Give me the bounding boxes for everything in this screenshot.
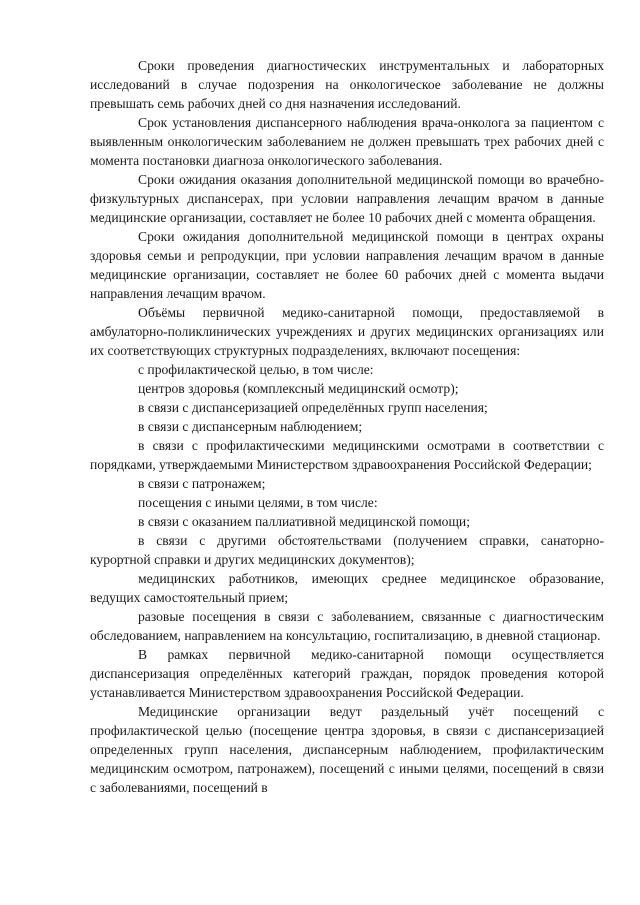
list-item: разовые посещения в связи с заболеванием, связанные с диагностическим обследованием, направлением на консультацию, госпитализацию, в дневной стационар. (90, 609, 604, 643)
list-item: посещения с иными целями, в том числе: (138, 495, 378, 510)
list-item: в связи с патронажем; (138, 476, 266, 491)
paragraph-primary-care-volumes-intro: Объёмы первичной медико-санитарной помощи, предоставляемой в амбулаторно-поликлинических учреждениях и других медицинских организациях или их соответствующих структурных подразделениях, включают посещения: (90, 305, 604, 358)
paragraph-family-health-centers-waiting-time: Сроки ожидания дополнительной медицинской помощи в центрах охраны здоровья семьи и репродукции, при условии направления лечащим врачом в данные медицинские организации, составляет не более 60 рабочих дней с момента выдачи направления лечащим врачом. (90, 229, 604, 301)
list-item: с профилактической целью, в том числе: (138, 362, 374, 377)
paragraph-dispensarization: В рамках первичной медико-санитарной помощи осуществляется диспансеризация определённых категорий граждан, порядок проведения которой устанавливается Министерством здравоохранения Российской Федерации. (90, 647, 604, 700)
list-item: в связи с диспансерным наблюдением; (138, 419, 363, 434)
document-page (90, 56, 604, 797)
list-item: в связи с другими обстоятельствами (получением справки, санаторно-курортной справки и других медицинских документов); (90, 533, 604, 567)
paragraph-oncology-diagnostics-deadline: Сроки проведения диагностических инструментальных и лабораторных исследований в случае подозрения на онкологическое заболевание не должны превышать семь рабочих дней со дня назначения исследований. (90, 58, 604, 111)
list-item: в связи с профилактическими медицинскими осмотрами в соответствии с порядками, утверждаемыми Министерством здравоохранения Российской Федерации; (90, 438, 604, 472)
paragraph-oncologist-observation-deadline: Срок установления диспансерного наблюдения врача-онколога за пациентом с выявленным онкологическим заболеванием не должен превышать трех рабочих дней с момента постановки диагноза онкологического заболевания. (90, 115, 604, 168)
paragraph-sports-medicine-waiting-time: Сроки ожидания оказания дополнительной медицинской помощи во врачебно-физкультурных диспансерах, при условии направления лечащим врачом в данные медицинские организации, составляет не более 10 рабочих дней с момента обращения. (90, 172, 604, 225)
list-item: центров здоровья (комплексный медицинский осмотр); (138, 381, 459, 396)
list-item: медицинских работников, имеющих среднее медицинское образование, ведущих самостоятельный прием; (90, 571, 604, 605)
list-item: в связи с оказанием паллиативной медицинской помощи; (138, 514, 470, 529)
paragraph-visit-accounting: Медицинские организации ведут раздельный учёт посещений с профилактической целью (посещение центра здоровья, в связи с диспансеризацией определенных групп населения, диспансерным наблюдением, профилактическим медицинским осмотром, патронажем), посещений с иными целями, посещений в связи с заболеваниями, посещений в (90, 704, 604, 795)
list-item: в связи с диспансеризацией определённых групп населения; (138, 400, 488, 415)
